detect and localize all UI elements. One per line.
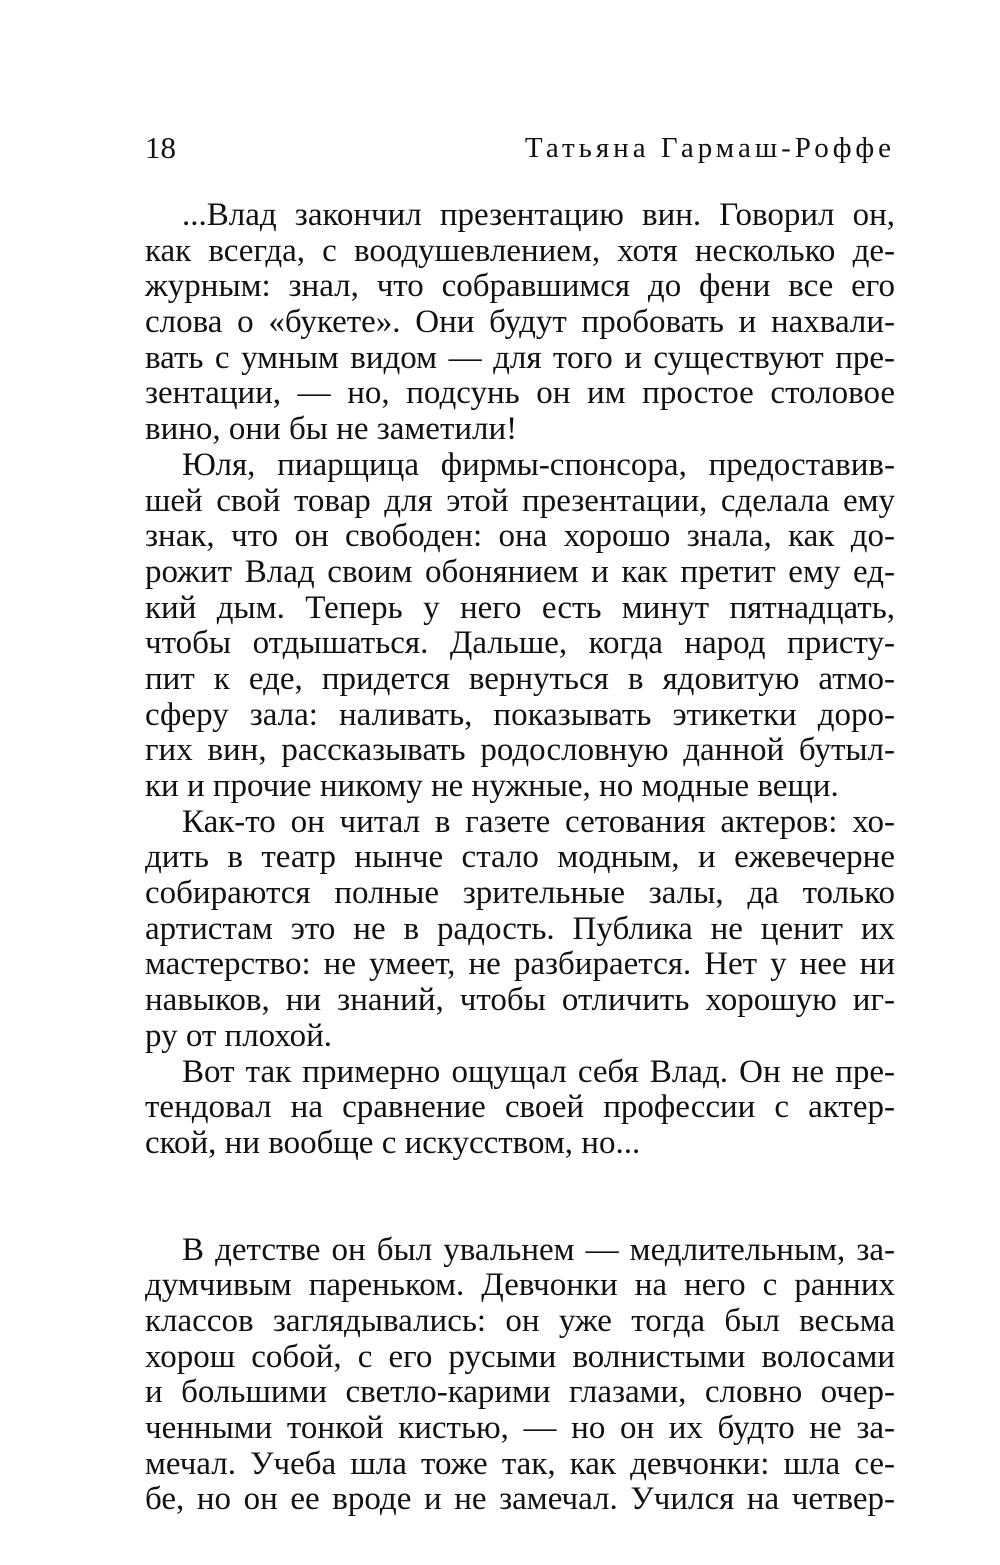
text-line: кий дым. Теперь у него есть минут пятнадцать, [145, 589, 895, 626]
text-line: вать с умным видом — для того и существуют пре- [145, 339, 895, 376]
text-line: сферу зала: наливать, показывать этикетки доро- [145, 696, 895, 733]
text-line: собираются полные зрительные залы, да только [145, 875, 895, 912]
text-line: ской, ни вообще с искусством, но... [145, 1124, 641, 1161]
text-line: журным: знал, что собравшимся до фени все его [145, 268, 895, 305]
paragraph-presentation [145, 198, 895, 448]
text-line: зентации, — но, подсунь он им простое столовое [145, 375, 895, 412]
page-number: 18 [145, 130, 176, 165]
text-line: Вот так примерно ощущал себя Влад. Он не пре- [182, 1053, 895, 1090]
text-line: артистам это не в радость. Публика не ценит их [145, 910, 895, 947]
paragraph-yulya [145, 448, 895, 805]
paragraph-childhood [145, 1233, 895, 1519]
running-head [145, 128, 895, 168]
text-line: Юля, пиарщица фирмы-спонсора, предоставив- [182, 446, 895, 483]
text-line: навыков, ни знаний, чтобы отличить хорошую иг- [145, 982, 895, 1019]
text-line: мечал. Учеба шла тоже так, как девчонки: шла се- [145, 1445, 895, 1482]
text-line: как всегда, с воодушевлением, хотя несколько де- [145, 232, 895, 269]
text-block [145, 198, 895, 1518]
text-line: бе, но он ее вроде и не замечал. Учился на четвер- [145, 1481, 895, 1518]
scene-break [145, 1162, 895, 1233]
text-line: дить в театр нынче стало модным, и ежевечерне [145, 839, 895, 876]
text-line: гих вин, рассказывать родословную данной бутыл- [145, 732, 895, 769]
paragraph-actors [145, 805, 895, 1055]
text-line: пит к еде, придется вернуться в ядовитую атмо- [145, 660, 895, 697]
text-line: и большими светло-карими глазами, словно очер- [145, 1374, 895, 1411]
text-line: ченными тонкой кистью, — но он их будто не за- [145, 1410, 895, 1446]
text-line: ру от плохой. [145, 1017, 333, 1054]
text-line: В детстве он был увальнем — медлительным, за- [182, 1231, 895, 1268]
paragraph-vlad-feeling [145, 1055, 895, 1162]
text-line: классов заглядывались: он уже тогда был весьма [145, 1302, 895, 1339]
text-line: хорош собой, с его русыми волнистыми волосами [145, 1338, 895, 1375]
text-line: шей свой товар для этой презентации, сделала ему [145, 482, 895, 519]
text-line: мастерство: не умеет, не разбирается. Нет у нее ни [145, 946, 895, 983]
text-line: Как-то он читал в газете сетования актеров: хо- [182, 803, 895, 840]
text-line: рожит Влад своим обонянием и как претит ему ед- [145, 553, 895, 590]
running-head-author: Татьяна Гармаш-Роффе [524, 132, 895, 164]
text-line: ...Влад закончил презентацию вин. Говорил он, [182, 197, 895, 233]
text-line: думчивым пареньком. Девчонки на него с ранних [145, 1267, 895, 1304]
text-line: ки и прочие никому не нужные, но модные вещи. [145, 768, 839, 804]
text-line: вино, они бы не заметили! [145, 411, 518, 448]
text-line: знак, что он свободен: она хорошо знала, как до- [145, 518, 895, 555]
text-line: слова о «букете». Они будут пробовать и нахвали- [145, 304, 895, 341]
text-line: чтобы отдышаться. Дальше, когда народ присту- [145, 625, 895, 662]
text-line: тендовал на сравнение своей профессии с актер- [145, 1089, 895, 1126]
